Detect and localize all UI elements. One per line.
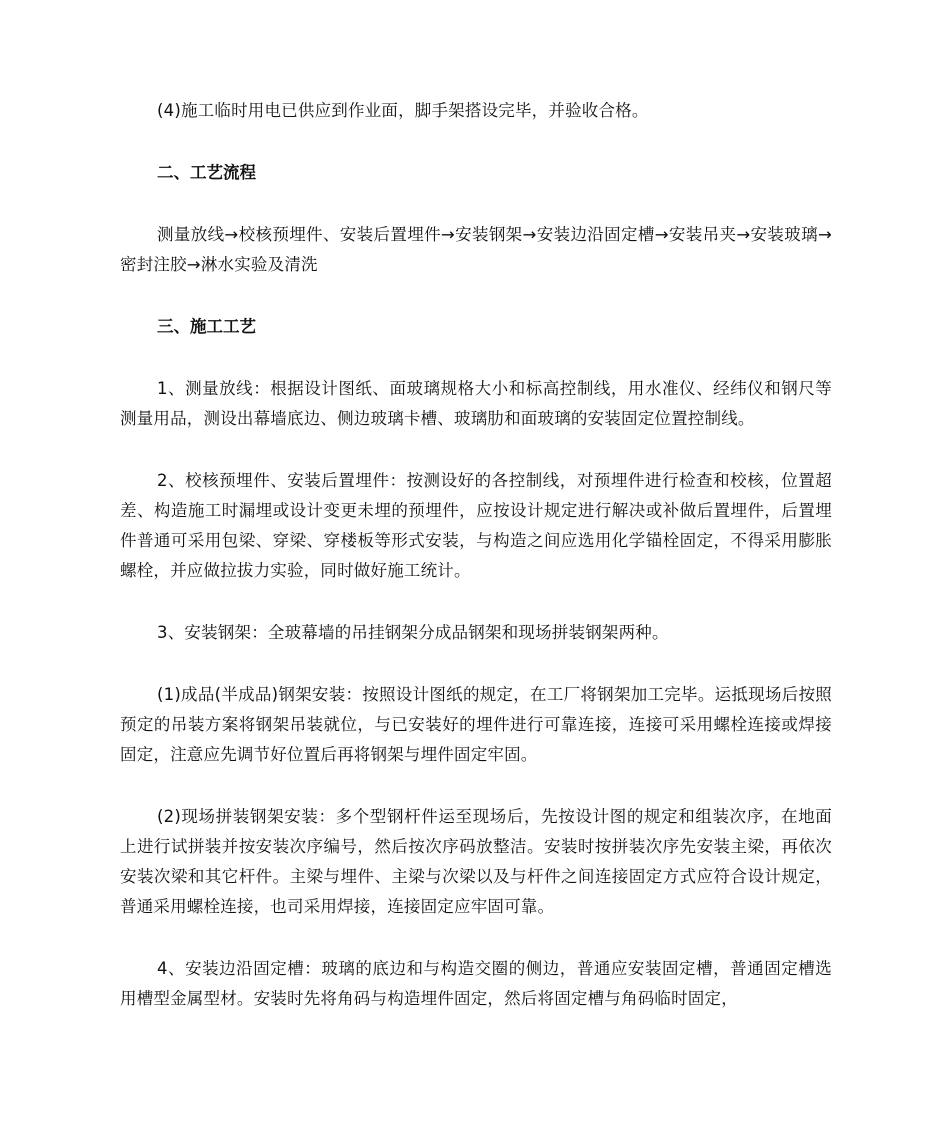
paragraph-embedded-parts: 2、校核预埋件、安装后置埋件：按测设好的各控制线，对预埋件进行检查和校核，位置超差、构造施工时漏埋或设计变更未埋的预埋件，应按设计规定进行解决或补做后置埋件，后置埋件普通可采用包梁、穿梁、穿楼板等形式安装，与构造之间应选用化学锚栓固定，不得采用膨胀螺栓，并应做拉拔力实验，同时做好施工统计。	[120, 471, 832, 580]
paragraph-surveying: 1、测量放线：根据设计图纸、面玻璃规格大小和标高控制线，用水准仪、经纬仪和钢尺等测量用品，测设出幕墙底边、侧边玻璃卡槽、玻璃肋和面玻璃的安装固定位置控制线。	[120, 379, 832, 428]
heading-construction-process: 三、施工工艺	[157, 317, 256, 336]
paragraph-site-readiness: (4)施工临时用电已供应到作业面，脚手架搭设完毕，并验收合格。	[157, 101, 649, 120]
paragraph-prefab-frame: (1)成品(半成品)钢架安装：按照设计图纸的规定，在工厂将钢架加工完毕。运抵现场后按照预定的吊装方案将钢架吊装就位，与已安装好的埋件进行可靠连接，连接可采用螺栓连接或焊接固定，注意应先调节好位置后再将钢架与埋件固定牢固。	[120, 685, 832, 764]
heading-process-flow: 二、工艺流程	[157, 163, 256, 182]
document-body	[120, 96, 832, 1014]
paragraph-site-assembled-frame: (2)现场拼装钢架安装：多个型钢杆件运至现场后，先按设计图的规定和组装次序，在地面上进行试拼装并按安装次序编号，然后按次序码放整洁。安装时按拼装次序先安装主梁，再依次安装次梁和其它杆件。主梁与埋件、主梁与次梁以及与杆件之间连接固定方式应符合设计规定，普通采用螺栓连接，也司采用焊接，连接固定应牢固可靠。	[120, 807, 832, 916]
paragraph-steel-frame: 3、安装钢架：全玻幕墙的吊挂钢架分成品钢架和现场拼装钢架两种。	[157, 623, 669, 642]
paragraph-edge-channel: 4、安装边沿固定槽：玻璃的底边和与构造交圈的侧边，普通应安装固定槽，普通固定槽选用槽型金属型材。安装时先将角码与构造埋件固定，然后将固定槽与角码临时固定，	[120, 959, 832, 1008]
paragraph-process-flow: 测量放线→校核预埋件、安装后置埋件→安装钢架→安装边沿固定槽→安装吊夹→安装玻璃→密封注胶→淋水实验及清洗	[120, 225, 832, 274]
